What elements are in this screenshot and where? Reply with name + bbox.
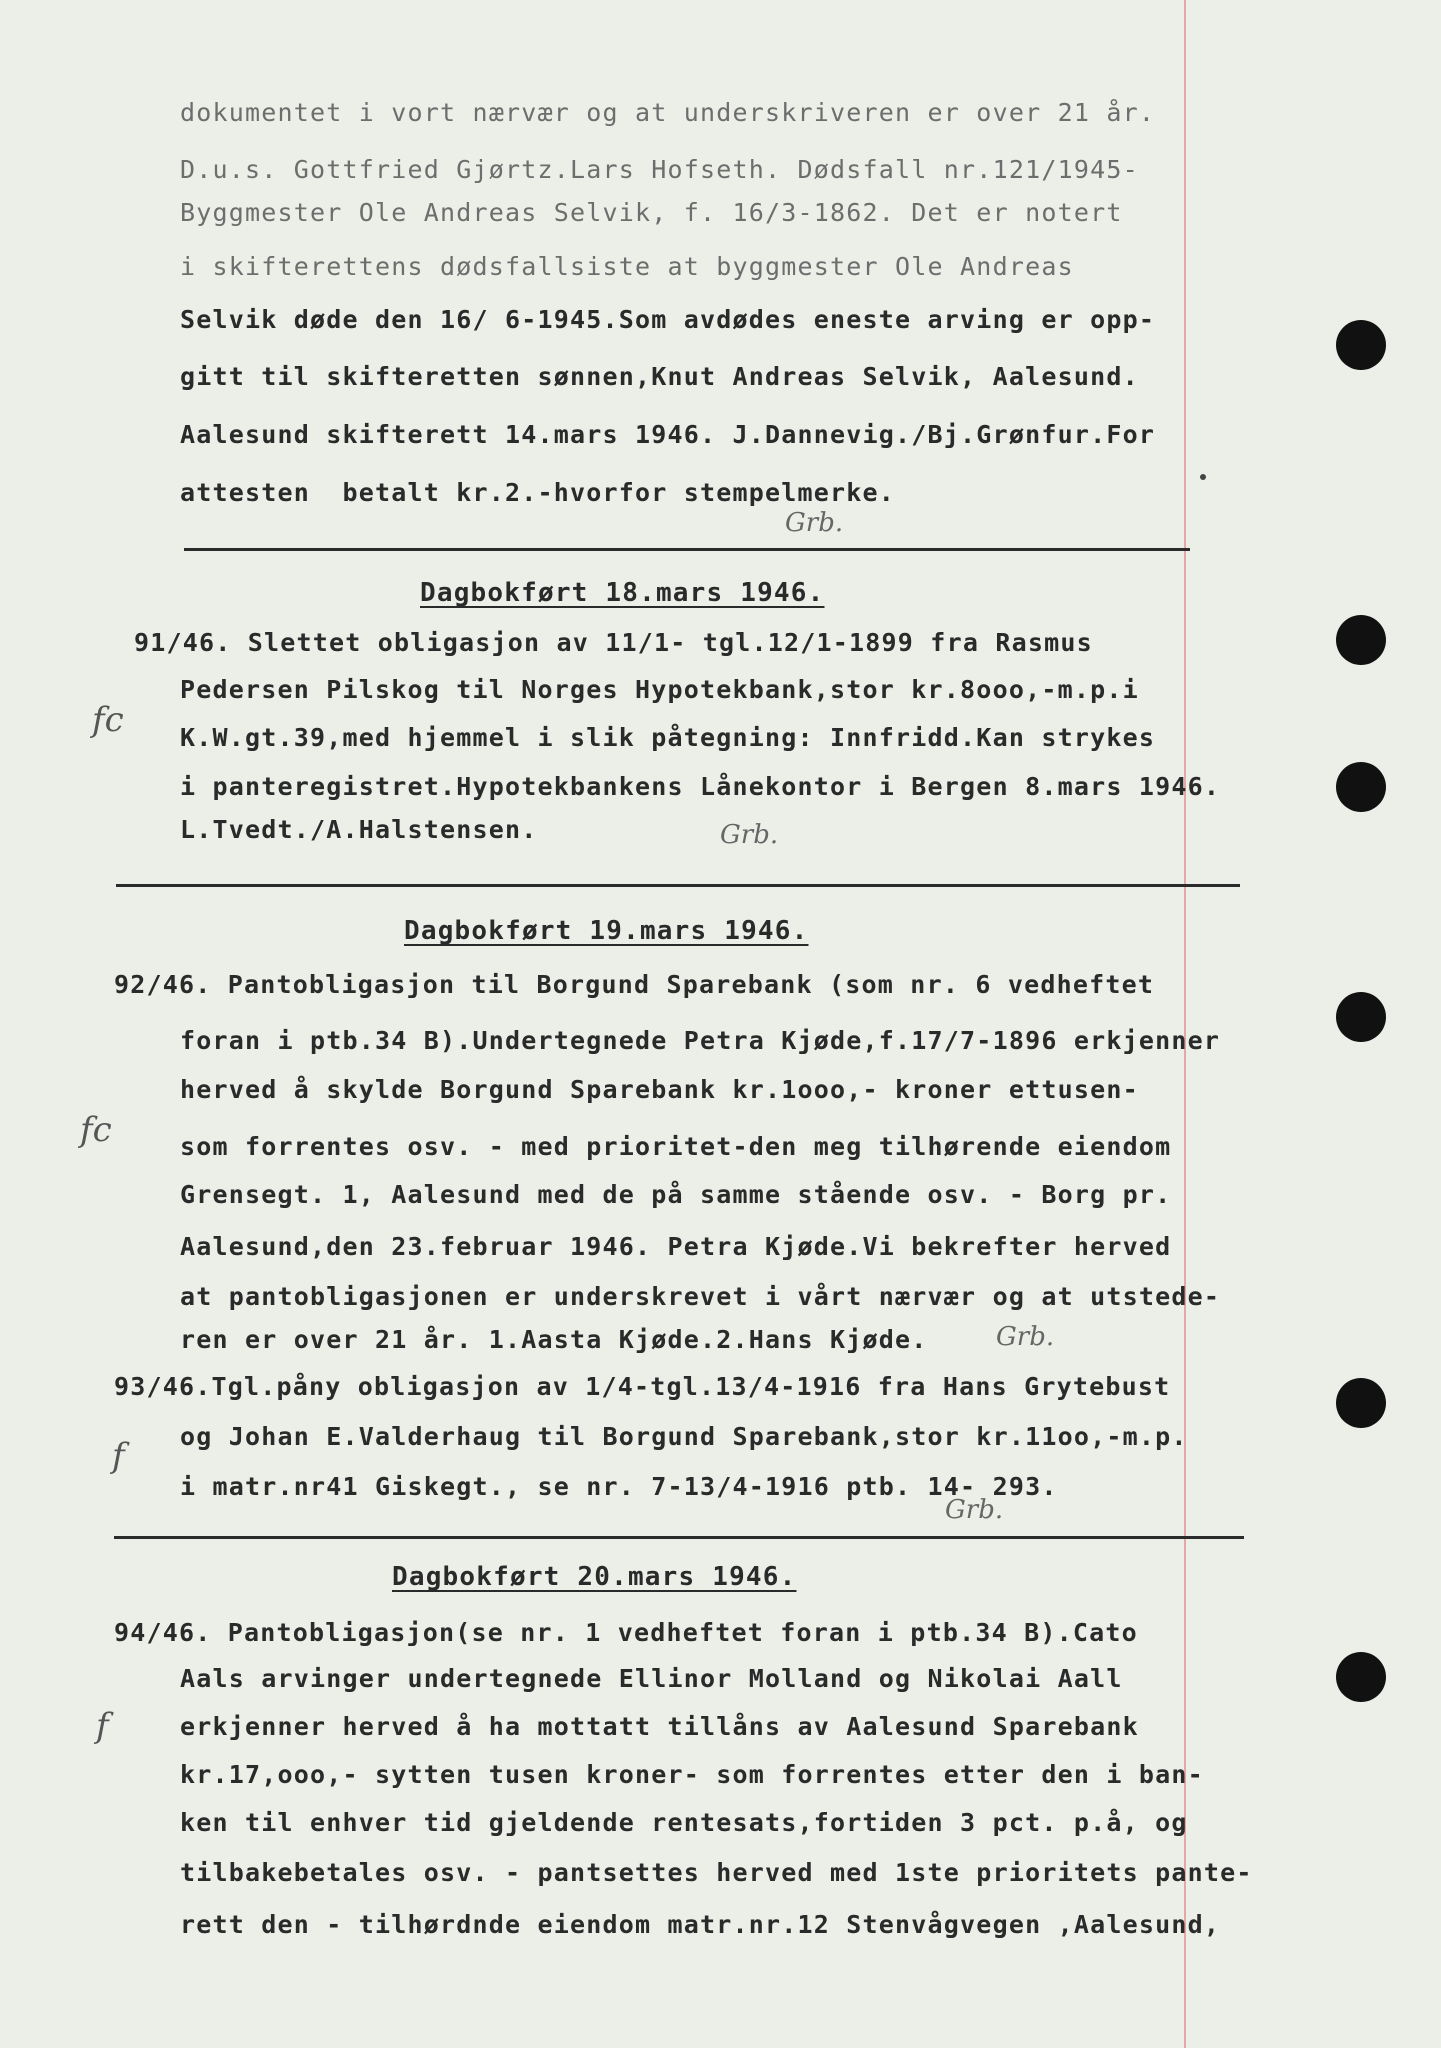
section-heading: Dagbokført 20.mars 1946.: [392, 1562, 797, 1592]
ink-dot: [1200, 474, 1206, 480]
text-line: D.u.s. Gottfried Gjørtz.Lars Hofseth. Dødsfall nr.121/1945-: [180, 155, 1139, 184]
margin-mark: f: [112, 1436, 125, 1476]
margin-mark: fc: [92, 700, 124, 740]
text-line: Pedersen Pilskog til Norges Hypotekbank,stor kr.8ooo,-m.p.i: [180, 675, 1139, 704]
text-line: 94/46. Pantobligasjon(se nr. 1 vedheftet foran i ptb.34 B).Cato: [114, 1618, 1138, 1647]
margin-mark: f: [96, 1706, 109, 1746]
divider-rule: [116, 884, 1240, 887]
red-margin-line: [1184, 0, 1186, 2048]
text-line: 93/46.Tgl.påny obligasjon av 1/4-tgl.13/4-1916 fra Hans Grytebust: [114, 1372, 1171, 1401]
text-line: Aalesund skifterett 14.mars 1946. J.Dannevig./Bj.Grønfur.For: [180, 420, 1156, 449]
text-line: erkjenner herved å ha mottatt tillåns av Aalesund Sparebank: [180, 1712, 1139, 1741]
text-line: Aalesund,den 23.februar 1946. Petra Kjøde.Vi bekrefter herved: [180, 1232, 1172, 1261]
text-line: 91/46. Slettet obligasjon av 11/1- tgl.12/1-1899 fra Rasmus: [134, 628, 1093, 657]
text-line: rett den - tilhørdnde eiendom matr.nr.12 Stenvågvegen ,Aalesund,: [180, 1910, 1221, 1939]
divider-rule: [184, 548, 1190, 551]
text-line: i matr.nr41 Giskegt., se nr. 7-13/4-1916 ptb. 14- 293.: [180, 1472, 1058, 1501]
punch-hole-icon: [1336, 615, 1386, 665]
text-line: attesten betalt kr.2.-hvorfor stempelmerke.: [180, 478, 896, 507]
text-line: Grensegt. 1, Aalesund med de på samme stående osv. - Borg pr.: [180, 1180, 1172, 1209]
margin-mark: fc: [80, 1110, 112, 1150]
text-line: ken til enhver tid gjeldende rentesats,fortiden 3 pct. p.å, og: [180, 1808, 1188, 1837]
text-line: som forrentes osv. - med prioritet-den meg tilhørende eiendom: [180, 1132, 1172, 1161]
section-heading: Dagbokført 18.mars 1946.: [420, 578, 825, 608]
text-line: i panteregistret.Hypotekbankens Lånekontor i Bergen 8.mars 1946.: [180, 772, 1221, 801]
handwritten-initials: Grb.: [945, 1495, 1004, 1525]
text-line: K.W.gt.39,med hjemmel i slik påtegning: Innfridd.Kan strykes: [180, 723, 1156, 752]
punch-hole-icon: [1336, 762, 1386, 812]
handwritten-initials: Grb.: [785, 508, 844, 538]
text-line: gitt til skifteretten sønnen,Knut Andreas Selvik, Aalesund.: [180, 362, 1139, 391]
punch-hole-icon: [1336, 320, 1386, 370]
text-line: L.Tvedt./A.Halstensen.: [180, 815, 538, 844]
handwritten-initials: Grb.: [996, 1322, 1055, 1352]
text-line: Byggmester Ole Andreas Selvik, f. 16/3-1862. Det er notert: [180, 198, 1123, 227]
text-line: kr.17,ooo,- sytten tusen kroner- som forrentes etter den i ban-: [180, 1760, 1204, 1789]
text-line: Selvik døde den 16/ 6-1945.Som avdødes eneste arving er opp-: [180, 305, 1156, 334]
punch-hole-icon: [1336, 1652, 1386, 1702]
section-heading: Dagbokført 19.mars 1946.: [404, 916, 809, 946]
text-line: at pantobligasjonen er underskrevet i vårt nærvær og at utstede-: [180, 1282, 1221, 1311]
text-line: dokumentet i vort nærvær og at underskriveren er over 21 år.: [180, 98, 1156, 127]
punch-hole-icon: [1336, 1378, 1386, 1428]
text-line: 92/46. Pantobligasjon til Borgund Sparebank (som nr. 6 vedheftet: [114, 970, 1155, 999]
text-line: ren er over 21 år. 1.Aasta Kjøde.2.Hans Kjøde.: [180, 1325, 928, 1354]
text-line: foran i ptb.34 B).Undertegnede Petra Kjøde,f.17/7-1896 erkjenner: [180, 1026, 1221, 1055]
punch-hole-icon: [1336, 992, 1386, 1042]
text-line: og Johan E.Valderhaug til Borgund Sparebank,stor kr.11oo,-m.p.: [180, 1422, 1188, 1451]
handwritten-initials: Grb.: [720, 820, 779, 850]
text-line: tilbakebetales osv. - pantsettes herved med 1ste prioritets pante-: [180, 1858, 1253, 1887]
text-line: herved å skylde Borgund Sparebank kr.1ooo,- kroner ettusen-: [180, 1075, 1139, 1104]
text-line: Aals arvinger undertegnede Ellinor Molland og Nikolai Aall: [180, 1664, 1123, 1693]
text-line: i skifterettens dødsfallsiste at byggmester Ole Andreas: [180, 252, 1074, 281]
divider-rule: [114, 1536, 1244, 1539]
